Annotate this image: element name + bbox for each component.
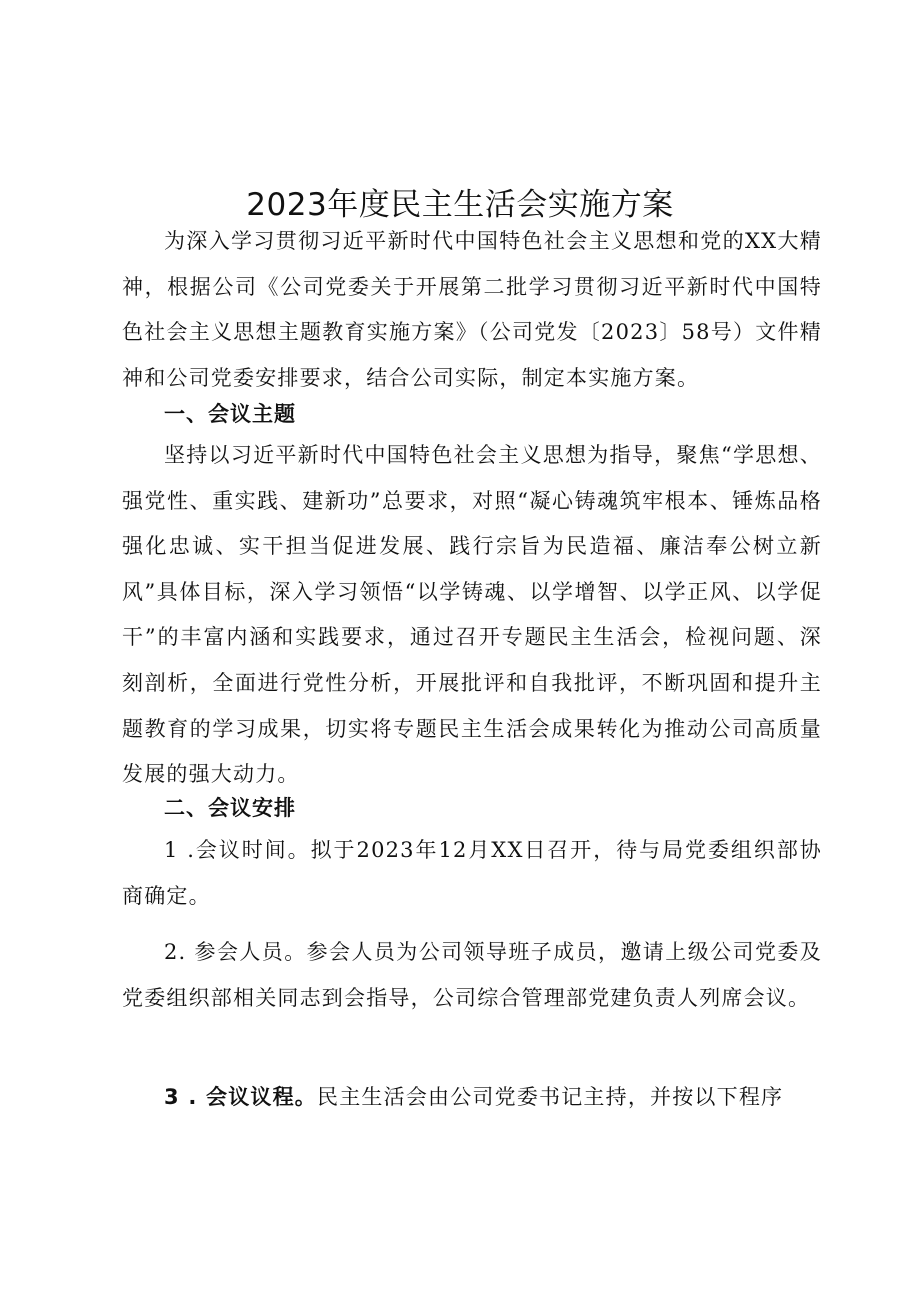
- agenda-lead-label: 3 . 会议议程。: [164, 1085, 318, 1109]
- document-title: 2023年度民主生活会实施方案: [246, 186, 674, 223]
- intro-paragraph: 为深入学习贯彻习近平新时代中国特色社会主义思想和党的XX大精神，根据公司《公司党委关于开展第二批学习贯彻习近平新时代中国特色社会主义思想主题教育实施方案》（公司党发〔2023〕58号）文件精神和公司党委安排要求，结合公司实际，制定本实施方案。: [122, 229, 822, 390]
- arrangement-item-attendees: 2. 参会人员。参会人员为公司领导班子成员，邀请上级公司党委及党委组织部相关同志到会指导，公司综合管理部党建负责人列席会议。: [122, 940, 822, 1010]
- arrangement-item-agenda: [122, 1075, 822, 1121]
- section-heading-arrangement: 二、会议安排: [164, 796, 296, 820]
- theme-paragraph: 坚持以习近平新时代中国特色社会主义思想为指导，聚焦“学思想、强党性、重实践、建新功”总要求，对照“凝心铸魂筑牢根本、锤炼品格强化忠诚、实干担当促进发展、践行宗旨为民造福、廉洁奉公树立新风”具体目标，深入学习领悟“以学铸魂、以学增智、以学正风、以学促干”的丰富内涵和实践要求，通过召开专题民主生活会，检视问题、深刻剖析，全面进行党性分析，开展批评和自我批评，不断巩固和提升主题教育的学习成果，切实将专题民主生活会成果转化为推动公司高质量发展的强大动力。: [122, 443, 822, 787]
- arrangement-item-time: 1 .会议时间。拟于2023年12月XX日召开，待与局党委组织部协商确定。: [122, 838, 822, 908]
- section-heading-theme: 一、会议主题: [164, 402, 296, 426]
- agenda-text: 民主生活会由公司党委书记主持，并按以下程序: [317, 1085, 784, 1109]
